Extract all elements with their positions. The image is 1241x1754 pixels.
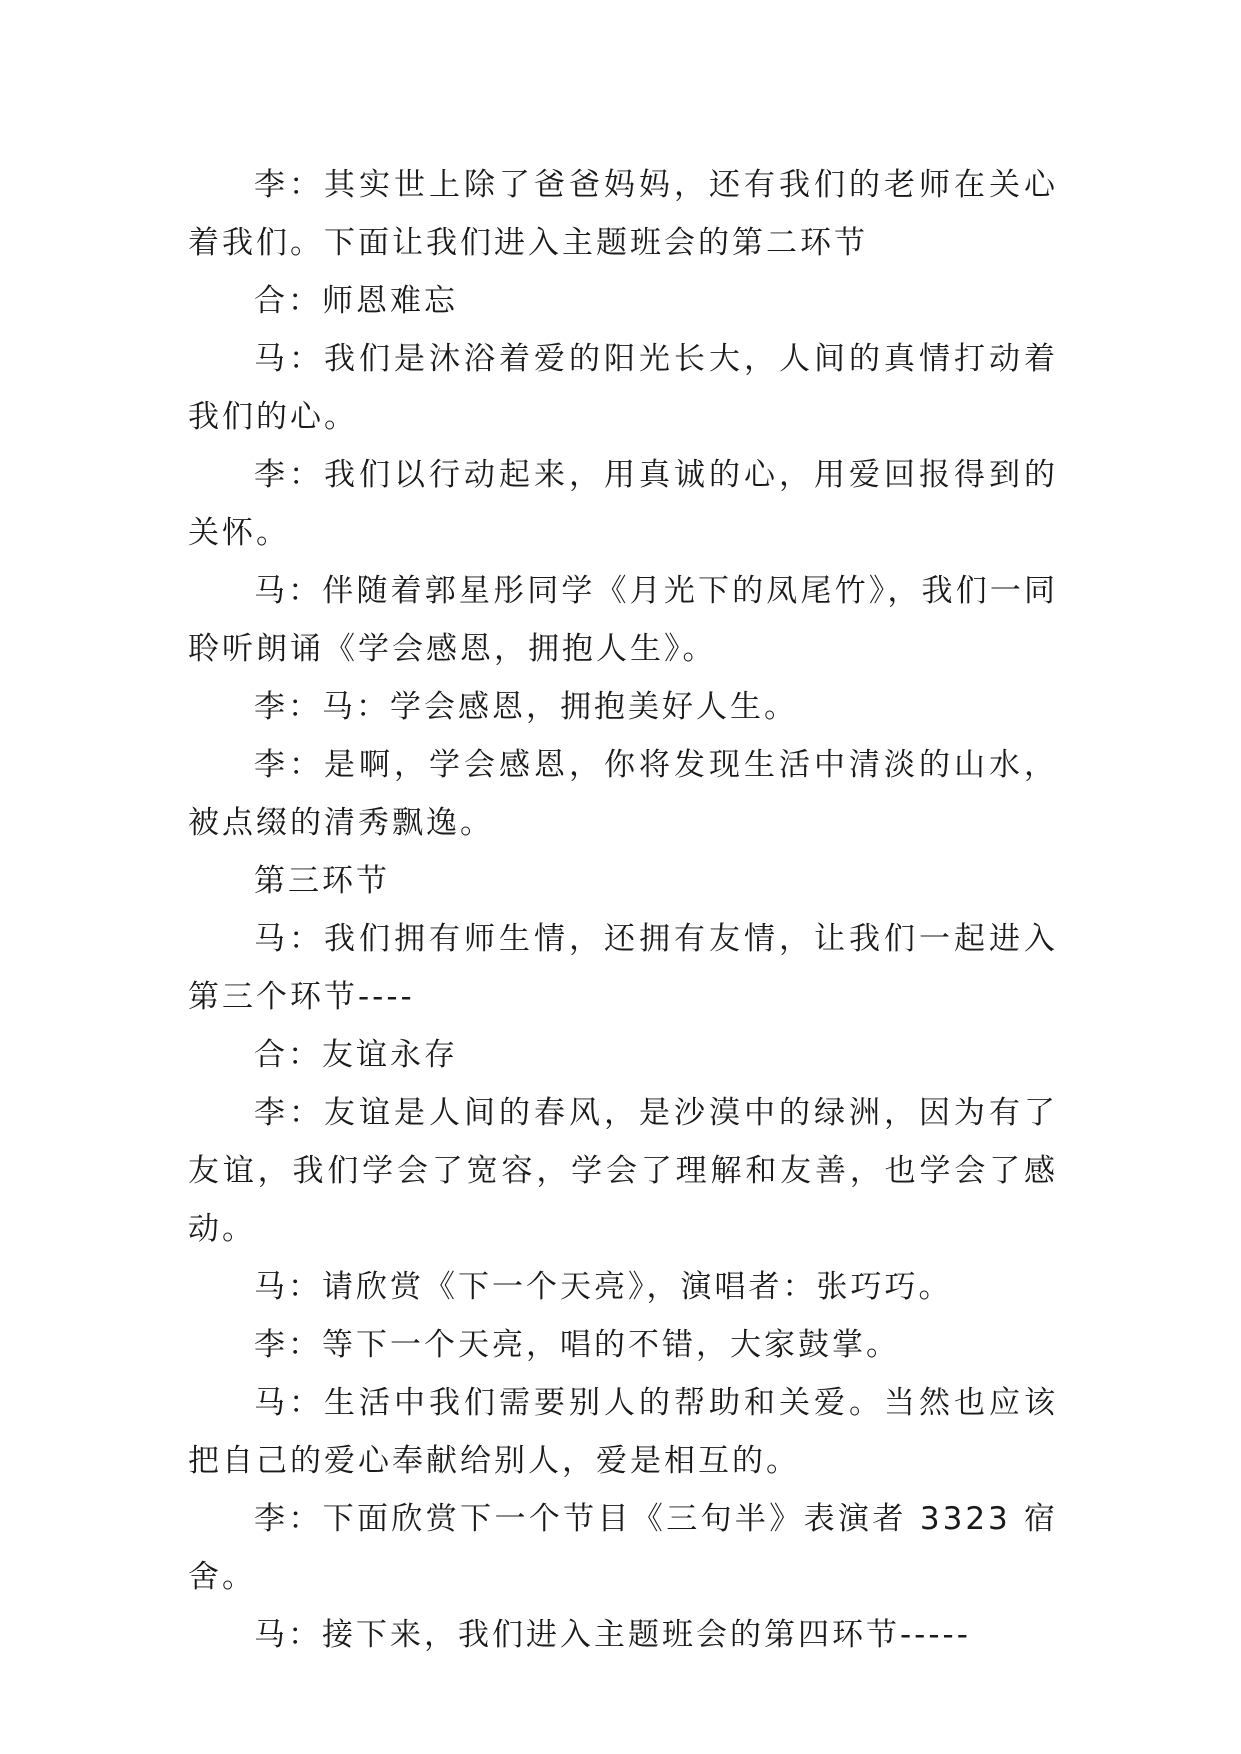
paragraph: 马：请欣赏《下一个天亮》，演唱者：张巧巧。 bbox=[254, 1269, 953, 1305]
paragraph: 马：我们拥有师生情，还拥有友情，让我们一起进入第三个环节---- bbox=[188, 921, 1058, 1015]
paragraph: 李：我们以行动起来，用真诚的心，用爱回报得到的关怀。 bbox=[188, 457, 1058, 551]
paragraph: 李：是啊，学会感恩，你将发现生活中清淡的山水，被点缀的清秀飘逸。 bbox=[188, 747, 1058, 841]
paragraph: 李：马：学会感恩，拥抱美好人生。 bbox=[254, 689, 798, 725]
paragraph: 马：我们是沐浴着爱的阳光长大，人间的真情打动着我们的心。 bbox=[188, 341, 1058, 435]
paragraph: 李：友谊是人间的春风，是沙漠中的绿洲，因为有了友谊，我们学会了宽容，学会了理解和友善，也学会了感动。 bbox=[188, 1095, 1058, 1247]
paragraph: 马：接下来，我们进入主题班会的第四环节----- bbox=[254, 1617, 971, 1653]
section-heading: 第三环节 bbox=[254, 863, 390, 899]
paragraph: 合：友谊永存 bbox=[254, 1037, 458, 1073]
paragraph: 李：等下一个天亮，唱的不错，大家鼓掌。 bbox=[254, 1327, 900, 1363]
paragraph: 李：其实世上除了爸爸妈妈，还有我们的老师在关心着我们。下面让我们进入主题班会的第二环节 bbox=[188, 167, 1058, 261]
paragraph: 马：生活中我们需要别人的帮助和关爱。当然也应该把自己的爱心奉献给别人，爱是相互的。 bbox=[188, 1385, 1058, 1479]
paragraph: 马：伴随着郭星彤同学《月光下的凤尾竹》，我们一同聆听朗诵《学会感恩，拥抱人生》。 bbox=[188, 573, 1058, 667]
document-body bbox=[188, 156, 1058, 1664]
paragraph: 合：师恩难忘 bbox=[254, 283, 458, 319]
paragraph: 李：下面欣赏下一个节目《三句半》表演者 3323 宿舍。 bbox=[188, 1501, 1058, 1595]
